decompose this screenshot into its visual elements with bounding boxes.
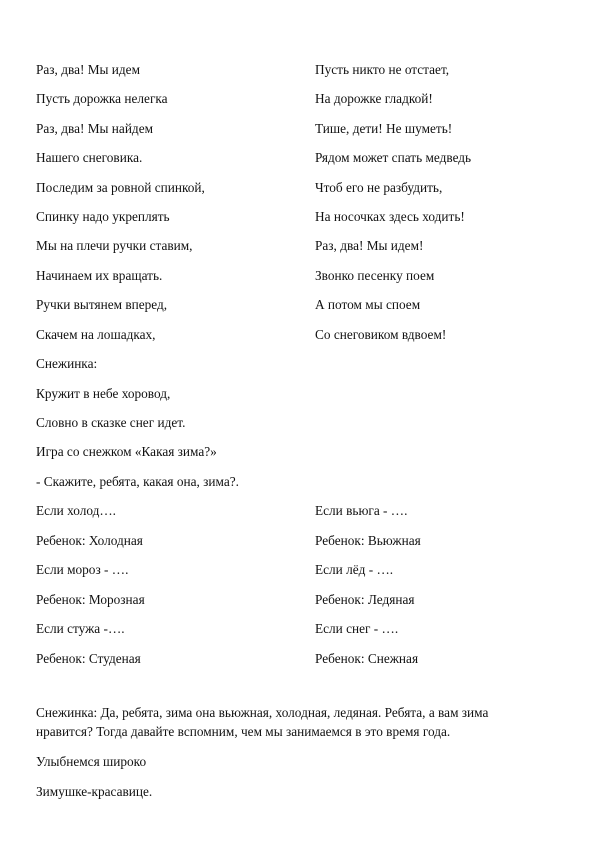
closing-line: Зимушке-красавице.	[36, 784, 153, 799]
poem-left-line: Скачем на лошадках,	[36, 327, 156, 342]
poem-left-line: Раз, два! Мы найдем	[36, 121, 154, 136]
game-question: - Скажите, ребята, какая она, зима?.	[36, 474, 239, 489]
game-left-line: Если стужа -….	[36, 621, 125, 636]
snowflake-line: Словно в сказке снег идет.	[36, 415, 186, 430]
poem-right-line: Тише, дети! Не шуметь!	[315, 121, 453, 136]
game-right-line: Ребенок: Вьюжная	[315, 533, 421, 548]
poem-right-line: Звонко песенку поем	[315, 268, 435, 283]
closing-paragraph: Снежинка: Да, ребята, зима она вьюжная, холодная, ледяная. Ребята, а вам зима нравится? Тогда давайте вспомним, чем мы занимаемся в это время года.	[36, 705, 489, 739]
poem-right-line: На дорожке гладкой!	[315, 91, 433, 106]
poem-right-line: Со снеговиком вдвоем!	[315, 327, 447, 342]
poem-left-line: Последим за ровной спинкой,	[36, 180, 205, 195]
poem-right-line: А потом мы споем	[315, 297, 421, 312]
game-left-line: Ребенок: Холодная	[36, 533, 143, 548]
poem-right-line: Раз, два! Мы идем!	[315, 238, 424, 253]
poem-right-line: Пусть никто не отстает,	[315, 62, 450, 77]
closing-line: Улыбнемся широко	[36, 754, 147, 769]
poem-left-line: Мы на плечи ручки ставим,	[36, 238, 193, 253]
poem-left-line: Пусть дорожка нелегка	[36, 91, 168, 106]
game-left-line: Если холод….	[36, 503, 117, 518]
game-left-line: Если мороз - ….	[36, 562, 129, 577]
game-right-line: Если вьюга - ….	[315, 503, 408, 518]
poem-right-line: Чтоб его не разбудить,	[315, 180, 443, 195]
poem-left-line: Начинаем их вращать.	[36, 268, 163, 283]
poem-right-line: Рядом может спать медведь	[315, 150, 472, 165]
game-left-line: Ребенок: Студеная	[36, 651, 141, 666]
game-right-line: Если лёд - ….	[315, 562, 394, 577]
poem-left-line: Нашего снеговика.	[36, 150, 143, 165]
game-left-line: Ребенок: Морозная	[36, 592, 145, 607]
speaker-label: Снежинка:	[36, 356, 98, 371]
game-right-line: Если снег - ….	[315, 621, 399, 636]
poem-left-line: Раз, два! Мы идем	[36, 62, 140, 77]
snowflake-line: Кружит в небе хоровод,	[36, 386, 171, 401]
game-right-line: Ребенок: Ледяная	[315, 592, 415, 607]
game-right-line: Ребенок: Снежная	[315, 651, 419, 666]
poem-left-line: Спинку надо укреплять	[36, 209, 170, 224]
poem-left-line: Ручки вытянем вперед,	[36, 297, 168, 312]
game-title: Игра со снежком «Какая зима?»	[36, 444, 217, 459]
poem-right-line: На носочках здесь ходить!	[315, 209, 465, 224]
